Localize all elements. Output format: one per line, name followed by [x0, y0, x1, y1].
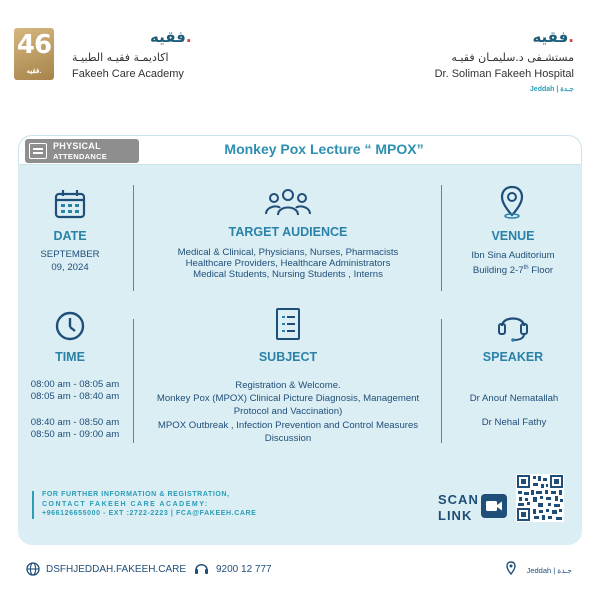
speaker-label: SPEAKER — [482, 350, 544, 364]
divider — [133, 185, 134, 291]
date-line1: SEPTEMBER — [40, 249, 100, 260]
website-link[interactable]: DSFHJEDDAH.FAKEEH.CARE — [46, 564, 187, 575]
footer-accent-bar — [32, 491, 34, 519]
divider — [133, 319, 134, 443]
location-icon — [506, 561, 516, 575]
lecture-title: Monkey Pox Lecture “ MPOX” — [224, 141, 424, 157]
globe-icon — [26, 562, 40, 576]
phone-headset-icon — [194, 561, 209, 576]
venue-line2: Building 2-7th Floor — [472, 265, 554, 277]
event-card — [18, 135, 582, 545]
document-list-icon — [273, 307, 303, 341]
time-slot: 08:50 am - 09:00 am — [30, 429, 120, 440]
divider — [441, 319, 442, 443]
badge-line1: PHYSICAL — [53, 141, 101, 151]
date-line2: 09, 2024 — [51, 262, 89, 273]
scan-text: SCAN — [438, 492, 479, 507]
speaker-name: Dr Nehal Fathy — [481, 417, 547, 428]
link-text: LINK — [438, 508, 473, 523]
audience-line3: Medical Students, Nursing Students , Interns — [193, 269, 383, 280]
academy-logo — [14, 28, 54, 80]
location-pin-icon — [500, 185, 524, 219]
audience-line2: Healthcare Providers, Healthcare Administrators — [185, 258, 391, 269]
hospital-name-ar: مستشـفى د.سليمـان فقيـه — [451, 51, 574, 64]
logo-number: 46 — [16, 30, 52, 60]
subject-label: SUBJECT — [258, 350, 318, 364]
venue-line1: Ibn Sina Auditorium — [471, 250, 555, 261]
audience-label: TARGET AUDIENCE — [228, 225, 348, 239]
audience-icon — [264, 187, 312, 217]
subject-line1: Registration & Welcome. — [235, 380, 341, 391]
hospital-location: Jeddah | جـدة — [529, 86, 574, 93]
headset-icon — [496, 308, 530, 342]
time-slot: 08:40 am - 08:50 am — [30, 417, 120, 428]
subject-line5: Discussion — [264, 433, 312, 444]
physical-attendance-badge — [25, 139, 139, 163]
contact-line3: +966126655000 - EXT :2722-2223 | FCA@FAKEEH.CARE — [42, 510, 257, 517]
scan-link-label — [438, 492, 479, 524]
clock-icon — [54, 310, 86, 342]
academy-name-en: Fakeeh Care Academy — [72, 68, 184, 80]
time-slot: 08:00 am - 08:05 am — [30, 379, 120, 390]
date-label: DATE — [53, 229, 87, 243]
hospital-name-en: Dr. Soliman Fakeeh Hospital — [434, 68, 574, 80]
divider — [441, 185, 442, 291]
video-camera-icon — [481, 494, 507, 518]
badge-line2: ATTENDANCE — [53, 152, 108, 161]
time-label: TIME — [55, 350, 85, 364]
contact-info — [42, 490, 256, 519]
time-slot: 08:05 am - 08:40 am — [30, 391, 120, 402]
qr-code[interactable] — [516, 474, 564, 522]
venue-label: VENUE — [491, 229, 535, 243]
audience-line1: Medical & Clinical, Physicians, Nurses, Pharmacists — [177, 247, 399, 258]
subject-line3: Protocol and Vaccination) — [233, 406, 343, 417]
speaker-name: Dr Anouf Nematallah — [469, 393, 559, 404]
subject-line4: MPOX Outbreak , Infection Prevention and Control Measures — [157, 420, 419, 431]
subject-line2: Monkey Pox (MPOX) Clinical Picture Diagnosis, Management — [156, 393, 420, 404]
bottom-location: Jeddah | جـدة — [526, 566, 572, 575]
fakeeh-brand-right: فقيه. — [532, 28, 574, 46]
logo-small-text: فقيه. — [26, 68, 42, 75]
contact-line1: FOR FURTHER INFORMATION & REGISTRATION, — [42, 491, 230, 498]
attendance-icon — [29, 143, 47, 159]
phone-number[interactable]: 9200 12 777 — [216, 564, 272, 575]
academy-name-ar: اكاديمـة فقيـه الطبيـة — [72, 51, 169, 64]
contact-line2: CONTACT FAKEEH CARE ACADEMY: — [42, 500, 209, 508]
calendar-icon — [54, 189, 86, 219]
card-title-bar — [18, 135, 582, 165]
fakeeh-brand-left: فقيه. — [150, 28, 192, 46]
